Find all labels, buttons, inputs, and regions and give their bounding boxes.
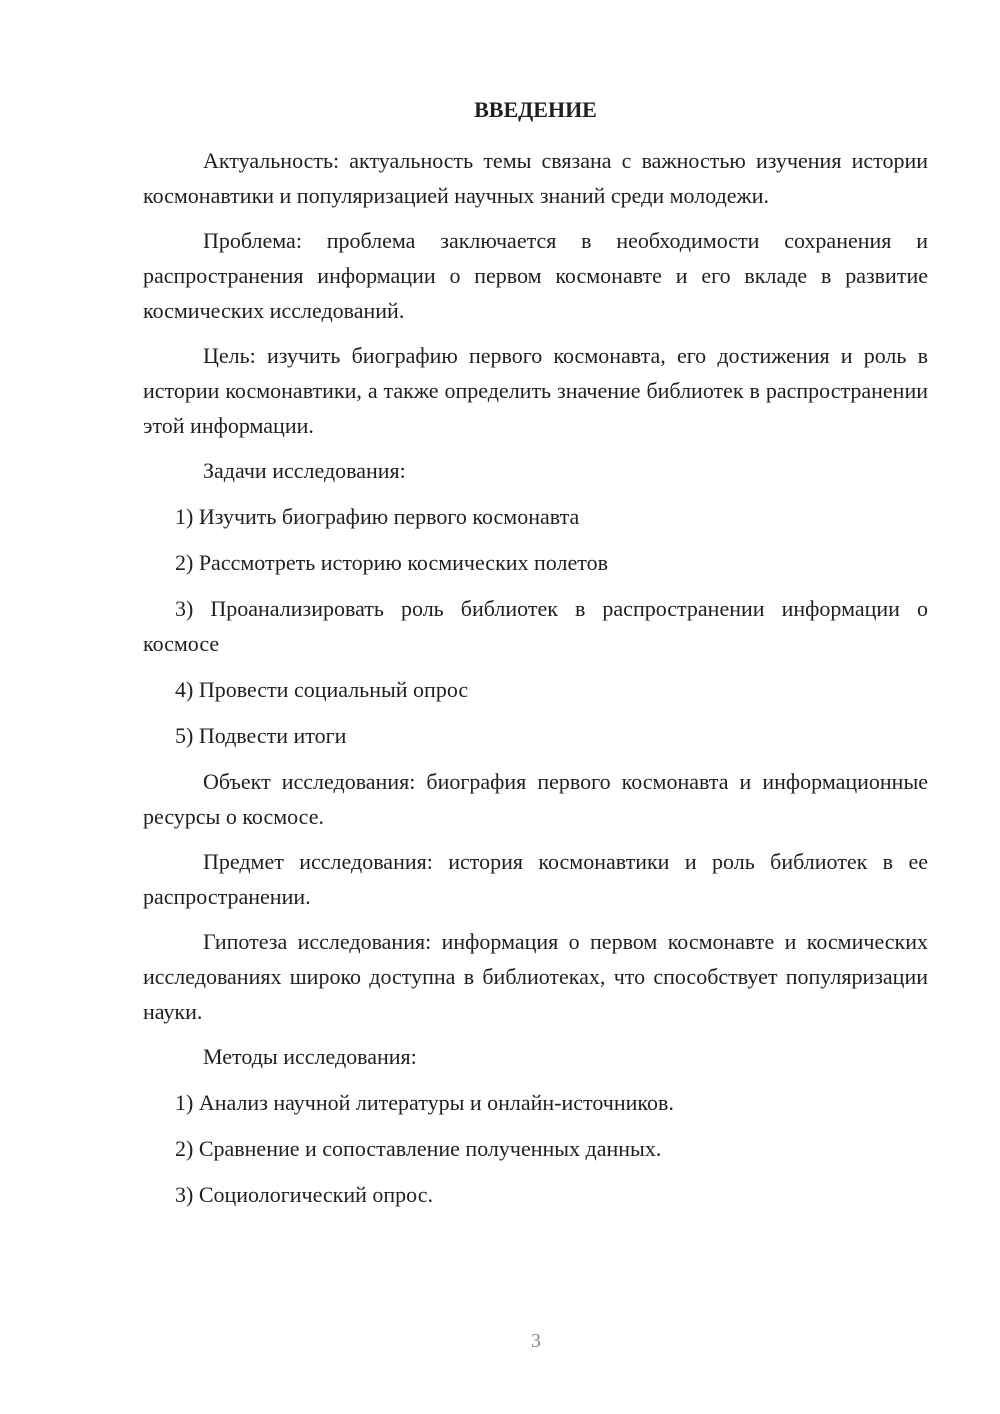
actuality-paragraph: Актуальность: актуальность темы связана с важностью изучения истории космонавтики и популяризацией научных знаний среди молодежи. xyxy=(143,148,928,208)
task-item: 4) Провести социальный опрос xyxy=(175,677,469,702)
document-page xyxy=(143,95,928,1223)
task-item: 5) Подвести итоги xyxy=(175,723,347,748)
task-item: 1) Изучить биографию первого космонавта xyxy=(175,504,580,529)
hypothesis-paragraph: Гипотеза исследования: информация о первом космонавте и космических исследованиях широко доступна в библиотеках, что способствует популяризации науки. xyxy=(143,929,928,1024)
subject-paragraph: Предмет исследования: история космонавтики и роль библиотек в ее распространении. xyxy=(143,849,928,909)
task-item: 2) Рассмотреть историю космических полетов xyxy=(175,550,608,575)
problem-paragraph: Проблема: проблема заключается в необходимости сохранения и распространения информации о первом космонавте и его вкладе в развитие космических исследований. xyxy=(143,228,928,323)
object-paragraph: Объект исследования: биография первого космонавта и информационные ресурсы о космосе. xyxy=(143,769,928,829)
methods-title: Методы исследования: xyxy=(203,1044,417,1069)
task-item: 3) Проанализировать роль библиотек в распространении информации о космосе xyxy=(143,596,928,656)
page-number: 3 xyxy=(531,1330,541,1352)
method-item: 1) Анализ научной литературы и онлайн-источников. xyxy=(175,1090,674,1115)
page-title: ВВЕДЕНИЕ xyxy=(474,97,597,122)
method-item: 3) Социологический опрос. xyxy=(175,1182,433,1207)
method-item: 2) Сравнение и сопоставление полученных данных. xyxy=(175,1136,662,1161)
tasks-title: Задачи исследования: xyxy=(203,458,406,483)
goal-paragraph: Цель: изучить биографию первого космонавта, его достижения и роль в истории космонавтики, а также определить значение библиотек в распространении этой информации. xyxy=(143,343,928,438)
